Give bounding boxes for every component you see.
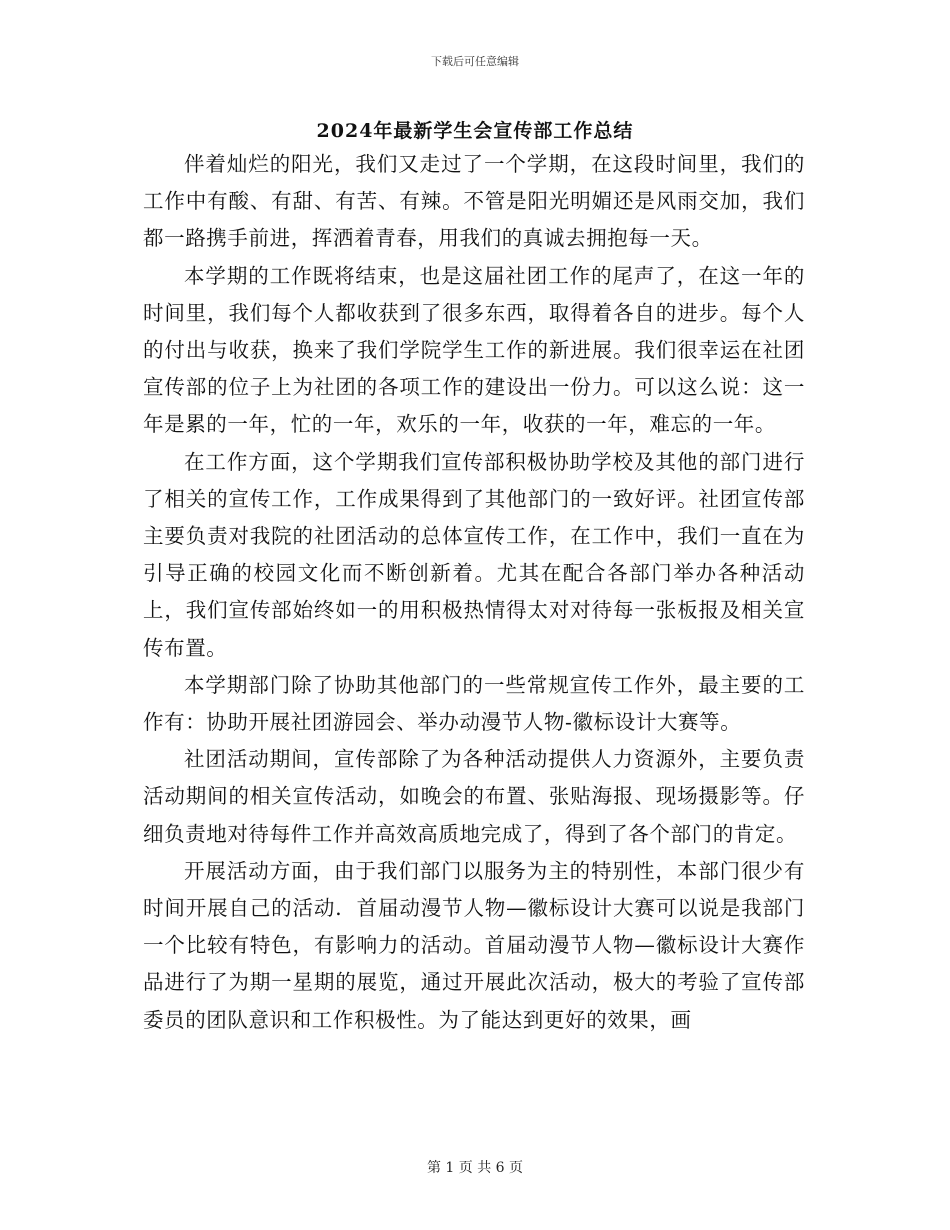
paragraph-1: 伴着灿烂的阳光，我们又走过了一个学期，在这段时间里，我们的工作中有酸、有甜、有苦、有辣。不管是阳光明媚还是风雨交加，我们都一路携手前进，挥洒着青春，用我们的真诚去拥抱每一天。 [143,152,805,251]
paragraph-5: 社团活动期间，宣传部除了为各种活动提供人力资源外，主要负责活动期间的相关宣传活动，如晚会的布置、张贴海报、现场摄影等。仔细负责地对待每件工作并高效高质地完成了，得到了各个部门的肯定。 [143,747,805,846]
page-footer-pagination: 第 1 页 共 6 页 [426,1160,524,1176]
paragraph-4: 本学期部门除了协助其他部门的一些常规宣传工作外，最主要的工作有：协助开展社团游园会、举办动漫节人物-徽标设计大赛等。 [143,672,805,735]
paragraph-6: 开展活动方面，由于我们部门以服务为主的特别性，本部门很少有时间开展自己的活动．首届动漫节人物—徽标设计大赛可以说是我部门一个比较有特色，有影响力的活动。首届动漫节人物—徽标设计大赛作品进行了为期一星期的展览，通过开展此次活动，极大的考验了宣传部委员的团队意识和工作积极性。为了能达到更好的效果，画 [143,858,805,1032]
document-title: 2024年最新学生会宣传部工作总结 [316,120,634,142]
paragraph-2: 本学期的工作既将结束，也是这届社团工作的尾声了，在这一年的时间里，我们每个人都收获到了很多东西，取得着各自的进步。每个人的付出与收获，换来了我们学院学生工作的新进展。我们很幸运在社团宣传部的位子上为社团的各项工作的建设出一份力。可以这么说：这一年是累的一年，忙的一年，欢乐的一年，收获的一年，难忘的一年。 [143,263,805,437]
page-header-note: 下载后可任意编辑 [431,55,519,68]
document-body [143,146,805,1039]
paragraph-3: 在工作方面，这个学期我们宣传部积极协助学校及其他的部门进行了相关的宣传工作，工作成果得到了其他部门的一致好评。社团宣传部主要负责对我院的社团活动的总体宣传工作，在工作中，我们一直在为引导正确的校园文化而不断创新着。尤其在配合各部门举办各种活动上，我们宣传部始终如一的用积极热情得太对对待每一张板报及相关宣传布置。 [143,449,805,660]
